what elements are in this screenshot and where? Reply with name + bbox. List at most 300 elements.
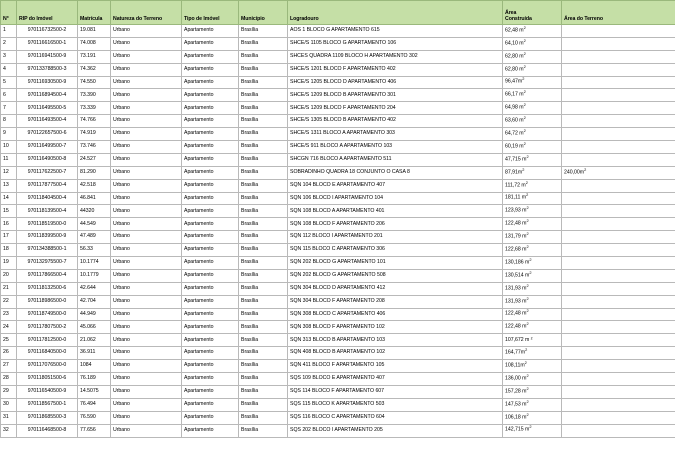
table-row[interactable]: [1, 166, 675, 179]
cell-rip[interactable]: 970133788500-3: [17, 63, 78, 76]
column-header-natureza[interactable]: Natureza do Terreno: [111, 1, 182, 25]
table-row[interactable]: [1, 50, 675, 63]
cell-ac[interactable]: 111,72 $m^2$: [503, 179, 562, 192]
cell-nat[interactable]: Urbano: [111, 192, 182, 205]
cell-nat[interactable]: Urbano: [111, 360, 182, 373]
cell-num[interactable]: 11: [1, 153, 17, 166]
cell-at[interactable]: [562, 360, 675, 373]
cell-at[interactable]: [562, 179, 675, 192]
cell-tipo[interactable]: Apartamento: [182, 334, 239, 347]
cell-log[interactable]: SQN 115 BLOCO C APARTAMENTO 306: [288, 244, 503, 257]
cell-tipo[interactable]: Apartamento: [182, 373, 239, 386]
cell-mat[interactable]: 74.919: [78, 128, 111, 141]
cell-mun[interactable]: Brasília: [239, 89, 288, 102]
cell-ac[interactable]: 47,715 $m^2$: [503, 153, 562, 166]
cell-num[interactable]: 20: [1, 269, 17, 282]
cell-num[interactable]: 5: [1, 76, 17, 89]
cell-mun[interactable]: Brasília: [239, 282, 288, 295]
cell-mun[interactable]: Brasília: [239, 50, 288, 63]
cell-rip[interactable]: 970122657500-6: [17, 128, 78, 141]
cell-ac[interactable]: 131,93 $m^2$: [503, 282, 562, 295]
cell-rip[interactable]: 970116930500-9: [17, 76, 78, 89]
cell-mat[interactable]: 74.362: [78, 63, 111, 76]
column-header-matricula[interactable]: Matrícula: [78, 1, 111, 25]
cell-at[interactable]: [562, 373, 675, 386]
cell-log[interactable]: SHCE/S 1305 BLOCO B APARTAMENTO 402: [288, 115, 503, 128]
cell-num[interactable]: 26: [1, 347, 17, 360]
cell-rip[interactable]: 970116941500-9: [17, 50, 78, 63]
cell-num[interactable]: 19: [1, 257, 17, 270]
table-row[interactable]: [1, 385, 675, 398]
cell-mat[interactable]: 73.339: [78, 102, 111, 115]
cell-nat[interactable]: Urbano: [111, 308, 182, 321]
cell-nat[interactable]: Urbano: [111, 373, 182, 386]
cell-mat[interactable]: 74.008: [78, 37, 111, 50]
cell-at[interactable]: $240,00m^2$: [562, 166, 675, 179]
cell-num[interactable]: 32: [1, 424, 17, 437]
cell-ac[interactable]: 122,48 $m^2$: [503, 218, 562, 231]
cell-tipo[interactable]: Apartamento: [182, 321, 239, 334]
cell-log[interactable]: SQS 202 BLOCO I APARTAMENTO 205: [288, 424, 503, 437]
cell-nat[interactable]: Urbano: [111, 89, 182, 102]
cell-log[interactable]: SHCE/S 1209 BLOCO B APARTAMENTO 301: [288, 89, 503, 102]
cell-mun[interactable]: Brasília: [239, 334, 288, 347]
cell-at[interactable]: [562, 334, 675, 347]
cell-nat[interactable]: Urbano: [111, 141, 182, 154]
cell-at[interactable]: [562, 321, 675, 334]
cell-num[interactable]: 23: [1, 308, 17, 321]
cell-nat[interactable]: Urbano: [111, 25, 182, 38]
cell-mat[interactable]: 44320: [78, 205, 111, 218]
cell-mat[interactable]: 76.590: [78, 411, 111, 424]
cell-mun[interactable]: Brasília: [239, 360, 288, 373]
cell-tipo[interactable]: Apartamento: [182, 269, 239, 282]
table-row[interactable]: [1, 218, 675, 231]
cell-ac[interactable]: 122,68 $m^2$: [503, 244, 562, 257]
cell-rip[interactable]: 970117622500-7: [17, 166, 78, 179]
cell-rip[interactable]: 970116732500-2: [17, 25, 78, 38]
cell-rip[interactable]: 970118051500-6: [17, 373, 78, 386]
cell-mat[interactable]: 76.494: [78, 398, 111, 411]
cell-num[interactable]: 6: [1, 89, 17, 102]
cell-at[interactable]: [562, 257, 675, 270]
cell-rip[interactable]: 970117866500-4: [17, 269, 78, 282]
cell-rip[interactable]: 970118399500-9: [17, 231, 78, 244]
table-row[interactable]: [1, 269, 675, 282]
cell-at[interactable]: [562, 347, 675, 360]
cell-tipo[interactable]: Apartamento: [182, 102, 239, 115]
table-row[interactable]: [1, 89, 675, 102]
cell-rip[interactable]: 970116616500-1: [17, 37, 78, 50]
cell-mun[interactable]: Brasília: [239, 347, 288, 360]
cell-ac[interactable]: 64,10 $m^2$: [503, 37, 562, 50]
cell-mun[interactable]: Brasília: [239, 411, 288, 424]
cell-ac[interactable]: 62,80 $m^2$: [503, 50, 562, 63]
table-row[interactable]: [1, 205, 675, 218]
cell-at[interactable]: [562, 231, 675, 244]
cell-ac[interactable]: 123,93 $m^2$: [503, 205, 562, 218]
cell-tipo[interactable]: Apartamento: [182, 411, 239, 424]
cell-at[interactable]: [562, 128, 675, 141]
cell-mun[interactable]: Brasília: [239, 25, 288, 38]
cell-rip[interactable]: 970117076500-0: [17, 360, 78, 373]
cell-rip[interactable]: 970116840500-0: [17, 347, 78, 360]
cell-rip[interactable]: 970118519500-0: [17, 218, 78, 231]
table-row[interactable]: [1, 231, 675, 244]
cell-mat[interactable]: 44.549: [78, 218, 111, 231]
cell-rip[interactable]: 970118685500-3: [17, 411, 78, 424]
cell-mat[interactable]: 73.746: [78, 141, 111, 154]
cell-mat[interactable]: 42.704: [78, 295, 111, 308]
cell-log[interactable]: SHCE/S 1205 BLOCO D APARTAMENTO 406: [288, 76, 503, 89]
cell-ac[interactable]: 64,72 $m^2$: [503, 128, 562, 141]
cell-mat[interactable]: 73.390: [78, 89, 111, 102]
cell-rip[interactable]: 970117807500-2: [17, 321, 78, 334]
cell-num[interactable]: 8: [1, 115, 17, 128]
cell-tipo[interactable]: Apartamento: [182, 231, 239, 244]
cell-tipo[interactable]: Apartamento: [182, 179, 239, 192]
cell-ac[interactable]: 122,48 $m^2$: [503, 321, 562, 334]
cell-mun[interactable]: Brasília: [239, 373, 288, 386]
cell-num[interactable]: 7: [1, 102, 17, 115]
cell-log[interactable]: SQN 108 BLOCO F APARTAMENTO 206: [288, 218, 503, 231]
cell-rip[interactable]: 970116499500-7: [17, 141, 78, 154]
column-header-logradouro[interactable]: Logradouro: [288, 1, 503, 25]
cell-nat[interactable]: Urbano: [111, 166, 182, 179]
cell-mat[interactable]: 21.062: [78, 334, 111, 347]
cell-mat[interactable]: 10.1774: [78, 257, 111, 270]
cell-ac[interactable]: 64,98 $m^2$: [503, 102, 562, 115]
cell-ac[interactable]: 130,514 $m^2$: [503, 269, 562, 282]
cell-log[interactable]: SQN 106 BLOCO I APARTAMENTO 104: [288, 192, 503, 205]
cell-ac[interactable]: 122,48 $m^2$: [503, 308, 562, 321]
cell-mun[interactable]: Brasília: [239, 115, 288, 128]
cell-tipo[interactable]: Apartamento: [182, 218, 239, 231]
table-row[interactable]: [1, 153, 675, 166]
cell-rip[interactable]: 970116493500-4: [17, 115, 78, 128]
cell-ac[interactable]: 106,18 $m^2$: [503, 411, 562, 424]
cell-mat[interactable]: 74.550: [78, 76, 111, 89]
cell-num[interactable]: 24: [1, 321, 17, 334]
cell-at[interactable]: [562, 282, 675, 295]
table-row[interactable]: [1, 128, 675, 141]
cell-log[interactable]: SQN 112 BLOCO I APARTAMENTO 201: [288, 231, 503, 244]
column-header-numero[interactable]: N°: [1, 1, 17, 25]
cell-nat[interactable]: Urbano: [111, 50, 182, 63]
cell-ac[interactable]: $87,91m^2$: [503, 166, 562, 179]
cell-at[interactable]: [562, 385, 675, 398]
table-row[interactable]: [1, 141, 675, 154]
cell-num[interactable]: 12: [1, 166, 17, 179]
cell-ac[interactable]: 131,93 $m^2$: [503, 295, 562, 308]
cell-log[interactable]: SHCE/S 1105 BLOCO G APARTAMENTO 106: [288, 37, 503, 50]
table-row[interactable]: [1, 334, 675, 347]
cell-log[interactable]: SQN 304 BLOCO F APARTAMENTO 208: [288, 295, 503, 308]
cell-num[interactable]: 10: [1, 141, 17, 154]
cell-ac[interactable]: $96,47m^2$: [503, 76, 562, 89]
cell-ac[interactable]: 130,186 $m^2$: [503, 257, 562, 270]
cell-mat[interactable]: 24.527: [78, 153, 111, 166]
cell-num[interactable]: 21: [1, 282, 17, 295]
cell-nat[interactable]: Urbano: [111, 282, 182, 295]
cell-tipo[interactable]: Apartamento: [182, 89, 239, 102]
cell-rip[interactable]: 970118132500-6: [17, 282, 78, 295]
cell-rip[interactable]: 970118986500-0: [17, 295, 78, 308]
cell-mun[interactable]: Brasília: [239, 179, 288, 192]
cell-mat[interactable]: 77.656: [78, 424, 111, 437]
cell-mun[interactable]: Brasília: [239, 269, 288, 282]
cell-nat[interactable]: Urbano: [111, 218, 182, 231]
cell-at[interactable]: [562, 295, 675, 308]
cell-num[interactable]: 13: [1, 179, 17, 192]
cell-at[interactable]: [562, 141, 675, 154]
column-header-rip[interactable]: RIP do Imóvel: [17, 1, 78, 25]
cell-mun[interactable]: Brasília: [239, 63, 288, 76]
cell-num[interactable]: 30: [1, 398, 17, 411]
table-row[interactable]: [1, 76, 675, 89]
cell-mun[interactable]: Brasília: [239, 128, 288, 141]
cell-mun[interactable]: Brasília: [239, 424, 288, 437]
cell-log[interactable]: SQN 104 BLOCO E APARTAMENTO 407: [288, 179, 503, 192]
cell-at[interactable]: [562, 192, 675, 205]
cell-rip[interactable]: 970118749500-0: [17, 308, 78, 321]
cell-nat[interactable]: Urbano: [111, 231, 182, 244]
cell-ac[interactable]: 147,53 $m^2$: [503, 398, 562, 411]
cell-log[interactable]: SQN 408 BLOCO B APARTAMENTO 102: [288, 347, 503, 360]
cell-tipo[interactable]: Apartamento: [182, 308, 239, 321]
cell-ac[interactable]: 157,28 $m^2$: [503, 385, 562, 398]
cell-ac[interactable]: 60,19 $m^2$: [503, 141, 562, 154]
cell-nat[interactable]: Urbano: [111, 63, 182, 76]
cell-at[interactable]: [562, 218, 675, 231]
cell-log[interactable]: SQN 308 BLOCO F APARTAMENTO 102: [288, 321, 503, 334]
cell-rip[interactable]: 970117877500-4: [17, 179, 78, 192]
cell-tipo[interactable]: Apartamento: [182, 192, 239, 205]
cell-log[interactable]: SQN 313 BLOCO B APARTAMENTO 103: [288, 334, 503, 347]
cell-ac[interactable]: 142,715 $m^2$: [503, 424, 562, 437]
cell-log[interactable]: SHCE/S 911 BLOCO A APARTAMENTO 103: [288, 141, 503, 154]
cell-num[interactable]: 4: [1, 63, 17, 76]
cell-mun[interactable]: Brasília: [239, 205, 288, 218]
cell-num[interactable]: 22: [1, 295, 17, 308]
cell-mat[interactable]: 47.489: [78, 231, 111, 244]
cell-mun[interactable]: Brasília: [239, 295, 288, 308]
cell-log[interactable]: SQS 116 BLOCO C APARTAMENTO 604: [288, 411, 503, 424]
cell-mat[interactable]: 42.518: [78, 179, 111, 192]
column-header-municipio[interactable]: Município: [239, 1, 288, 25]
cell-rip[interactable]: 970134388500-1: [17, 244, 78, 257]
cell-mun[interactable]: Brasília: [239, 153, 288, 166]
cell-nat[interactable]: Urbano: [111, 115, 182, 128]
cell-mun[interactable]: Brasília: [239, 244, 288, 257]
cell-nat[interactable]: Urbano: [111, 385, 182, 398]
cell-log[interactable]: SQN 304 BLOCO D APARTAMENTO 412: [288, 282, 503, 295]
cell-log[interactable]: SQN 108 BLOCO A APARTAMENTO 401: [288, 205, 503, 218]
cell-num[interactable]: 14: [1, 192, 17, 205]
cell-mun[interactable]: Brasília: [239, 218, 288, 231]
cell-num[interactable]: 18: [1, 244, 17, 257]
table-row[interactable]: [1, 321, 675, 334]
cell-tipo[interactable]: Apartamento: [182, 141, 239, 154]
cell-ac[interactable]: 62,80 $m^2$: [503, 63, 562, 76]
cell-at[interactable]: [562, 244, 675, 257]
cell-nat[interactable]: Urbano: [111, 153, 182, 166]
cell-mun[interactable]: Brasília: [239, 192, 288, 205]
table-row[interactable]: [1, 37, 675, 50]
cell-at[interactable]: [562, 115, 675, 128]
cell-ac[interactable]: 131,79 $m^2$: [503, 231, 562, 244]
cell-mat[interactable]: 10.1779: [78, 269, 111, 282]
cell-nat[interactable]: Urbano: [111, 424, 182, 437]
cell-at[interactable]: [562, 102, 675, 115]
table-row[interactable]: [1, 347, 675, 360]
cell-tipo[interactable]: Apartamento: [182, 360, 239, 373]
table-row[interactable]: [1, 115, 675, 128]
cell-nat[interactable]: Urbano: [111, 179, 182, 192]
cell-tipo[interactable]: Apartamento: [182, 205, 239, 218]
cell-rip[interactable]: 970118567500-1: [17, 398, 78, 411]
cell-mat[interactable]: 36.911: [78, 347, 111, 360]
table-row[interactable]: [1, 282, 675, 295]
cell-mat[interactable]: 42.644: [78, 282, 111, 295]
cell-nat[interactable]: Urbano: [111, 334, 182, 347]
cell-mat[interactable]: 76.189: [78, 373, 111, 386]
cell-tipo[interactable]: Apartamento: [182, 244, 239, 257]
cell-ac[interactable]: 62,48 $m^2$: [503, 25, 562, 38]
table-row[interactable]: [1, 63, 675, 76]
cell-log[interactable]: AOS 1 BLOCO G APARTAMENTO 615: [288, 25, 503, 38]
cell-tipo[interactable]: Apartamento: [182, 63, 239, 76]
cell-num[interactable]: 15: [1, 205, 17, 218]
cell-tipo[interactable]: Apartamento: [182, 385, 239, 398]
cell-tipo[interactable]: Apartamento: [182, 128, 239, 141]
cell-mat[interactable]: 19.081: [78, 25, 111, 38]
cell-log[interactable]: SQS 114 BLOCO F APARTAMENTO 607: [288, 385, 503, 398]
table-row[interactable]: [1, 411, 675, 424]
cell-mat[interactable]: 81.290: [78, 166, 111, 179]
table-row[interactable]: [1, 192, 675, 205]
cell-nat[interactable]: Urbano: [111, 76, 182, 89]
cell-mun[interactable]: Brasília: [239, 231, 288, 244]
table-row[interactable]: [1, 398, 675, 411]
cell-nat[interactable]: Urbano: [111, 37, 182, 50]
cell-log[interactable]: SQN 202 BLOCO G APARTAMENTO 101: [288, 257, 503, 270]
cell-num[interactable]: 27: [1, 360, 17, 373]
cell-nat[interactable]: Urbano: [111, 205, 182, 218]
cell-num[interactable]: 17: [1, 231, 17, 244]
cell-rip[interactable]: 970116540500-9: [17, 385, 78, 398]
cell-mat[interactable]: 45.066: [78, 321, 111, 334]
table-row[interactable]: [1, 244, 675, 257]
cell-log[interactable]: SHCGN 716 BLOCO A APARTAMENTO 511: [288, 153, 503, 166]
cell-at[interactable]: [562, 63, 675, 76]
cell-rip[interactable]: 970132975500-7: [17, 257, 78, 270]
cell-rip[interactable]: 970116490500-8: [17, 153, 78, 166]
cell-log[interactable]: SHCE/S 1311 BLOCO A APARTAMENTO 303: [288, 128, 503, 141]
cell-num[interactable]: 31: [1, 411, 17, 424]
cell-log[interactable]: SQS 115 BLOCO K APARTAMENTO 503: [288, 398, 503, 411]
cell-ac[interactable]: $164,77m^2$: [503, 347, 562, 360]
cell-mun[interactable]: Brasília: [239, 37, 288, 50]
cell-at[interactable]: [562, 269, 675, 282]
cell-at[interactable]: [562, 37, 675, 50]
cell-rip[interactable]: 970116894500-4: [17, 89, 78, 102]
cell-num[interactable]: 2: [1, 37, 17, 50]
cell-mat[interactable]: 56.33: [78, 244, 111, 257]
cell-at[interactable]: [562, 424, 675, 437]
cell-mun[interactable]: Brasília: [239, 321, 288, 334]
cell-ac[interactable]: 136,00 $m^2$: [503, 373, 562, 386]
cell-tipo[interactable]: Apartamento: [182, 153, 239, 166]
cell-ac[interactable]: 181,11 $m^2$: [503, 192, 562, 205]
cell-nat[interactable]: Urbano: [111, 398, 182, 411]
cell-at[interactable]: [562, 89, 675, 102]
cell-num[interactable]: 28: [1, 373, 17, 386]
cell-tipo[interactable]: Apartamento: [182, 115, 239, 128]
cell-tipo[interactable]: Apartamento: [182, 76, 239, 89]
table-row[interactable]: [1, 102, 675, 115]
cell-log[interactable]: SQN 202 BLOCO G APARTAMENTO 508: [288, 269, 503, 282]
cell-at[interactable]: [562, 398, 675, 411]
cell-log[interactable]: SQN 308 BLOCO C APARTAMENTO 406: [288, 308, 503, 321]
cell-rip[interactable]: 970118404500-4: [17, 192, 78, 205]
cell-num[interactable]: 16: [1, 218, 17, 231]
cell-mun[interactable]: Brasília: [239, 76, 288, 89]
cell-ac[interactable]: 107,672 m ²: [503, 334, 562, 347]
table-row[interactable]: [1, 25, 675, 38]
cell-mat[interactable]: 1084: [78, 360, 111, 373]
cell-ac[interactable]: $108,11m^2$: [503, 360, 562, 373]
cell-ac[interactable]: 63,60 $m^2$: [503, 115, 562, 128]
cell-tipo[interactable]: Apartamento: [182, 257, 239, 270]
cell-nat[interactable]: Urbano: [111, 321, 182, 334]
cell-mun[interactable]: Brasília: [239, 102, 288, 115]
cell-log[interactable]: SQN 411 BLOCO F APARTAMENTO 105: [288, 360, 503, 373]
cell-ac[interactable]: 66,17 $m^2$: [503, 89, 562, 102]
cell-num[interactable]: 25: [1, 334, 17, 347]
cell-log[interactable]: SQS 109 BLOCO E APARTAMENTO 407: [288, 373, 503, 386]
cell-nat[interactable]: Urbano: [111, 295, 182, 308]
table-row[interactable]: [1, 424, 675, 437]
cell-tipo[interactable]: Apartamento: [182, 166, 239, 179]
cell-log[interactable]: SOBRADINHO QUADRA 18 CONJUNTO O CASA 8: [288, 166, 503, 179]
cell-num[interactable]: 29: [1, 385, 17, 398]
cell-tipo[interactable]: Apartamento: [182, 37, 239, 50]
cell-mun[interactable]: Brasília: [239, 398, 288, 411]
cell-at[interactable]: [562, 50, 675, 63]
table-row[interactable]: [1, 295, 675, 308]
cell-rip[interactable]: 970116495500-5: [17, 102, 78, 115]
cell-nat[interactable]: Urbano: [111, 257, 182, 270]
cell-at[interactable]: [562, 308, 675, 321]
cell-at[interactable]: [562, 25, 675, 38]
cell-tipo[interactable]: Apartamento: [182, 398, 239, 411]
cell-tipo[interactable]: Apartamento: [182, 25, 239, 38]
cell-rip[interactable]: 970118139500-4: [17, 205, 78, 218]
cell-tipo[interactable]: Apartamento: [182, 347, 239, 360]
cell-rip[interactable]: 970117812500-0: [17, 334, 78, 347]
cell-num[interactable]: 3: [1, 50, 17, 63]
table-row[interactable]: [1, 308, 675, 321]
column-header-area-construida[interactable]: [503, 1, 562, 25]
cell-at[interactable]: [562, 411, 675, 424]
cell-log[interactable]: SHCES QUADRA 1109 BLOCO H APARTAMENTO 302: [288, 50, 503, 63]
table-row[interactable]: [1, 373, 675, 386]
table-row[interactable]: [1, 257, 675, 270]
cell-mun[interactable]: Brasília: [239, 257, 288, 270]
cell-at[interactable]: [562, 153, 675, 166]
cell-mat[interactable]: 73.191: [78, 50, 111, 63]
